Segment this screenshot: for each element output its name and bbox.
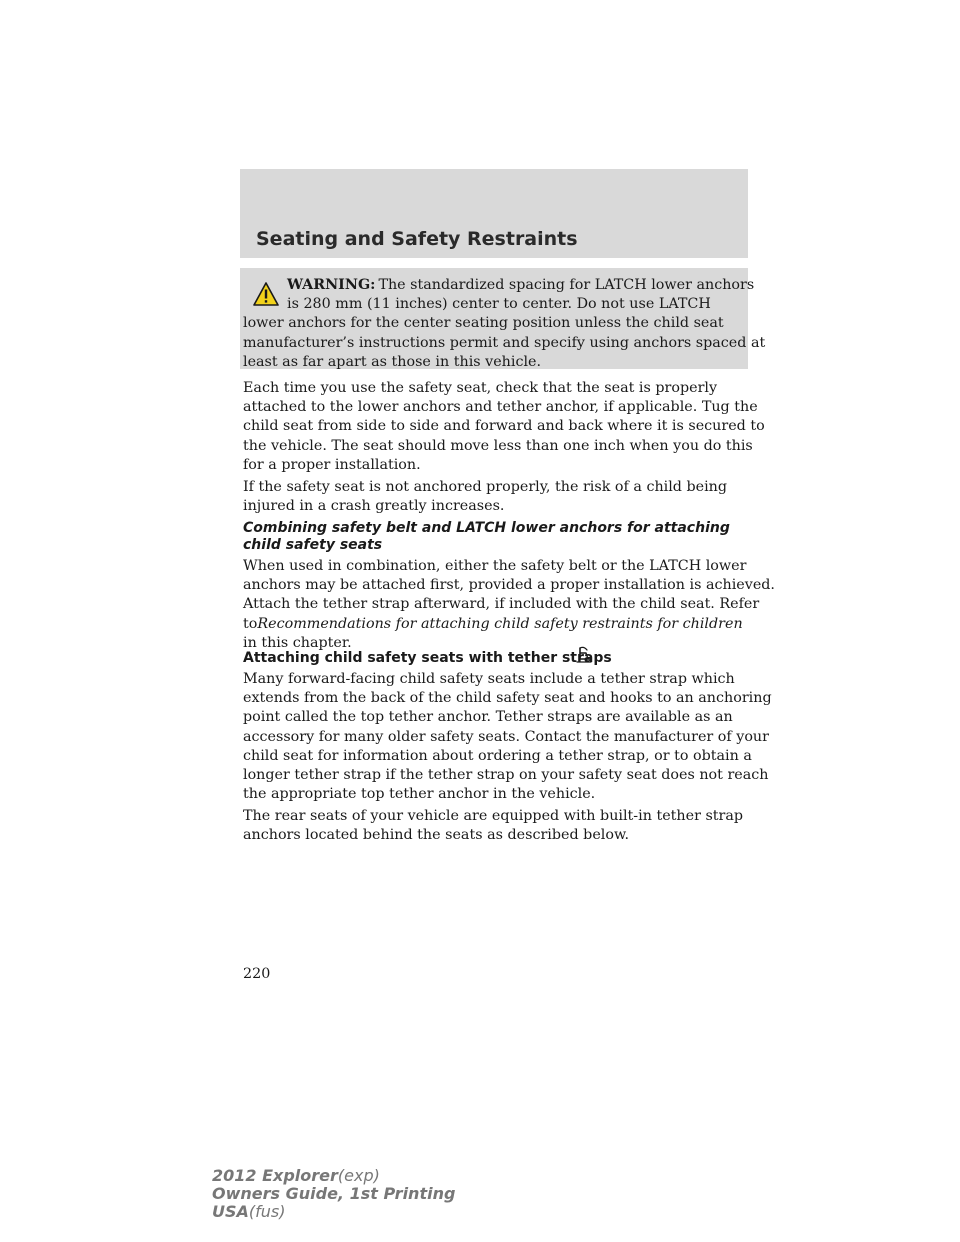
subheading-tether-straps: Attaching child safety seats with tether straps bbox=[243, 650, 612, 666]
section-title: Seating and Safety Restraints bbox=[256, 228, 578, 250]
warning-text: WARNING: The standardized spacing for LATCH lower anchors is 280 mm (11 inches) center to center. Do not use LATCH lower anchors for the center seating position unless the child seat manufacturer’s instructions permit and specify using anchors spaced at least as far apart as those in this vehicle. bbox=[243, 277, 766, 370]
child-seat-tether-icon bbox=[574, 645, 594, 665]
subheading-combining: Combining safety belt and LATCH lower anchors for attaching child safety seats bbox=[243, 520, 730, 553]
warning-label: WARNING: bbox=[287, 277, 376, 293]
paragraph-tether-description: Many forward-facing child safety seats include a tether strap which extends from the back of the child safety seat and hooks to an anchoring point called the top tether anchor. Tether straps are available as an accessory for many older safety seats. Contact the manufacturer of your child seat for information about ordering a tether strap, or to obtain a longer tether strap if the tether strap on your safety seat does not reach the appropriate top tether anchor in the vehicle. bbox=[243, 671, 772, 803]
cross-reference-link: Recommendations for attaching child safety restraints for children bbox=[257, 615, 743, 632]
footer-edition: 2012 Explorer(exp) Owners Guide, 1st Printing USA(fus) bbox=[212, 1166, 456, 1221]
paragraph-rear-seats: The rear seats of your vehicle are equipped with built-in tether strap anchors located behind the seats as described below. bbox=[243, 808, 744, 844]
page-number: 220 bbox=[243, 966, 271, 982]
paragraph-check-seat: Each time you use the safety seat, check that the seat is properly attached to the lower anchors and tether anchor, if applicable. Tug the child seat from side to side and forward and back where it is secured to the vehicle. The seat should move less than one inch when you do this for a proper installation. bbox=[243, 380, 765, 473]
paragraph-risk: If the safety seat is not anchored properly, the risk of a child being injured in a crash greatly increases. bbox=[243, 479, 728, 515]
paragraph-combination: When used in combination, either the safety belt or the LATCH lower anchors may be attached first, provided a proper installation is achieved. Attach the tether strap afterward, if included with the child seat. Refer toRecommendations for attaching child safety restraints for children in this chapter. bbox=[243, 558, 775, 651]
